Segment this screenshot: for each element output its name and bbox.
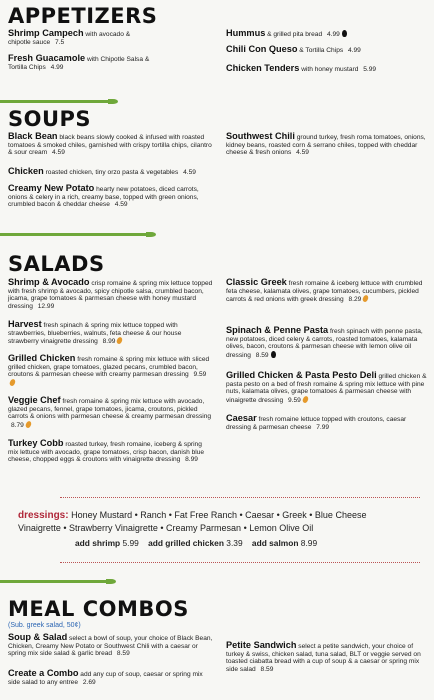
dressings-label: dressings: xyxy=(18,510,69,521)
item-desc: with Chipotle Salsa & Tortilla Chips xyxy=(8,56,150,71)
section-divider xyxy=(0,100,110,103)
item-price: 7.99 xyxy=(316,423,330,431)
menu-item xyxy=(8,168,213,177)
item-price: 8.29 xyxy=(348,296,362,304)
item-price: 4.59 xyxy=(296,149,309,157)
item-name: Grilled Chicken xyxy=(8,353,76,363)
menu-item xyxy=(8,397,213,429)
item-name: Veggie Chef xyxy=(8,395,61,405)
add-on-price: 5.99 xyxy=(122,538,139,548)
section-title-appetizers: APPETIZERS xyxy=(8,4,158,28)
dotted-divider xyxy=(60,562,420,563)
item-desc: & Tortilla Chips xyxy=(297,47,345,54)
item-desc: fresh romaine & spring mix lettuce with avocado, glazed pecans, fennel, grape tomatoes, jicama, croutons, pickled carrots & onions with parmesan cheese & creamy parmesan dressing xyxy=(8,398,212,421)
item-price: 5.99 xyxy=(363,66,377,73)
dressings-line-2: Vinaigrette • Strawberry Vinaigrette • Creamy Parmesan • Lemon Olive Oil xyxy=(18,523,314,533)
item-name: Create a Combo xyxy=(8,668,79,678)
add-on-price: 8.99 xyxy=(300,538,318,548)
menu-item xyxy=(226,65,431,74)
item-desc: fresh spinach & spring mix lettuce topped with strawberries, blueberries, walnuts, feta cheese & our house strawberry vinaigrette dressing xyxy=(8,322,182,346)
item-name: Grilled Chicken & Pasta Pesto Deli xyxy=(226,370,377,380)
leaf-icon xyxy=(9,378,16,386)
leaf-icon xyxy=(25,420,32,428)
spicy-pepper-icon xyxy=(271,351,276,358)
item-name: Southwest Chili xyxy=(226,131,295,141)
menu-item xyxy=(226,30,431,39)
item-price: 4.99 xyxy=(326,31,340,38)
menu-item xyxy=(8,185,213,209)
add-ons xyxy=(75,538,430,548)
item-price: 4.59 xyxy=(183,169,196,176)
item-price: 4.59 xyxy=(52,149,65,157)
item-name: Soup & Salad xyxy=(8,632,68,642)
leaf-icon xyxy=(302,395,309,403)
menu-item xyxy=(226,327,431,359)
menu-item xyxy=(226,372,431,404)
item-price: 4.59 xyxy=(114,201,128,209)
add-on-label: add salmon xyxy=(251,538,299,548)
item-price: 9.59 xyxy=(288,396,301,404)
item-desc: fresh romaine & spring mix lettuce with sliced grilled chicken, grape tomatoes, glazed pecans, crumbled bacon, croutons & parmesan cheese with creamy parmesan dressing xyxy=(8,356,210,379)
item-desc: fresh romaine lettuce topped with croutons, caesar dressing & parmesan cheese xyxy=(226,416,407,431)
item-desc: black beans slowly cooked & infused with roasted tomatoes & smoked chiles, garnished with crispy tortilla chips, cilantro & sour cream xyxy=(8,134,212,157)
item-name: Black Bean xyxy=(8,131,58,141)
menu-item xyxy=(226,279,431,304)
menu-item xyxy=(8,321,213,346)
item-name: Spinach & Penne Pasta xyxy=(226,325,329,335)
section-divider xyxy=(0,233,148,236)
combo-substitution-note: (Sub. greek salad, 50¢) xyxy=(8,622,81,629)
spicy-pepper-icon xyxy=(342,30,347,37)
item-desc: with honey mustard xyxy=(299,66,361,73)
item-desc: fresh spinach with penne pasta, new potatoes, diced celery & carrots, roasted tomatoes, kalamata olives, bacon, croutons & parmesan cheese with lemon olive oil dressing xyxy=(226,328,423,359)
item-name: Caesar xyxy=(226,413,257,423)
menu-item xyxy=(226,415,431,431)
item-desc: & grilled pita bread xyxy=(265,31,324,38)
item-desc: roasted chicken, tiny orzo pasta & vegetables xyxy=(43,169,181,176)
item-desc: grilled chicken & pasta pesto on a bed of fresh romaine & spring mix lettuce with pine nuts, kalamata olives, grape tomatoes & parmesan cheese with vinaigrette dressing xyxy=(226,373,427,404)
dressings-line-1: Honey Mustard • Ranch • Fat Free Ranch • Caesar • Greek • Blue Cheese xyxy=(68,510,367,520)
item-name: Chicken Tenders xyxy=(226,63,300,73)
item-price: 8.59 xyxy=(255,351,269,359)
leaf-icon xyxy=(116,336,123,344)
item-name: Chicken xyxy=(8,166,44,176)
item-name: Chili Con Queso xyxy=(226,44,298,54)
menu-item xyxy=(8,55,168,71)
item-desc: select a bowl of soup, your choice of Black Bean, Chicken, Creamy New Potato or Southwest Chili with a caesar or spring mix side salad & garlic bread xyxy=(8,635,213,658)
add-on-price: 3.39 xyxy=(226,538,243,548)
item-name: Shrimp Campech xyxy=(8,28,84,38)
item-desc: add any cup of soup, caesar or spring mix side salad to any entree xyxy=(8,671,203,686)
item-price: 4.99 xyxy=(50,63,64,71)
menu-item xyxy=(8,440,213,464)
item-price: 8.79 xyxy=(11,421,24,429)
dressings-list xyxy=(18,509,428,534)
menu-item xyxy=(8,279,213,310)
item-desc: fresh romaine & iceberg lettuce with crumbled feta cheese, kalamata olives, grape tomatoes, cucumbers, pickled carrots & red onions with greek dressing xyxy=(226,280,423,304)
item-desc: hearty new potatoes, diced carrots, onions & celery in a rich, creamy base, topped with green onions, crumbled bacon & cheddar cheese xyxy=(8,186,199,209)
item-price: 9.59 xyxy=(193,371,207,379)
item-price: 4.99 xyxy=(348,47,361,54)
menu-item xyxy=(8,670,213,686)
item-price: 12.99 xyxy=(37,302,55,310)
dotted-divider xyxy=(60,497,420,498)
item-price: 8.59 xyxy=(116,650,130,658)
section-title-soups: SOUPS xyxy=(8,107,92,131)
item-price: 8.59 xyxy=(260,665,274,673)
item-price: 8.99 xyxy=(102,338,116,346)
item-desc: with avocado & chipotle sauce xyxy=(8,31,131,46)
menu-item xyxy=(8,634,213,658)
add-on-label: add grilled chicken xyxy=(148,538,224,548)
item-name: Turkey Cobb xyxy=(8,438,64,448)
item-name: Classic Greek xyxy=(226,277,287,287)
menu-item xyxy=(8,30,143,46)
item-name: Creamy New Potato xyxy=(8,183,95,193)
section-title-meal-combos: MEAL COMBOS xyxy=(8,597,189,621)
item-name: Harvest xyxy=(8,319,42,329)
leaf-icon xyxy=(362,294,369,302)
section-divider xyxy=(0,580,108,583)
item-desc: roasted turkey, fresh romaine, iceberg & spring mix lettuce with avocado, grape tomatoes, crisp bacon, danish blue cheese, chopped eggs & croutons with vinaigrette dressing xyxy=(8,441,205,464)
section-title-salads: SALADS xyxy=(8,252,105,276)
item-price: 7.5 xyxy=(55,38,65,46)
item-desc: ground turkey, fresh roma tomatoes, onions, kidney beans, roasted corn & serrano chiles, topped with cheddar cheese & fresh onions xyxy=(226,134,426,157)
add-on-label: add shrimp xyxy=(75,538,121,548)
menu-item xyxy=(8,355,213,387)
menu-item xyxy=(8,133,213,157)
item-name: Shrimp & Avocado xyxy=(8,277,90,287)
menu-item xyxy=(226,46,431,55)
item-name: Hummus xyxy=(226,28,266,38)
item-price: 8.99 xyxy=(185,456,198,464)
menu-item xyxy=(226,642,431,673)
item-name: Petite Sandwich xyxy=(226,640,297,650)
item-desc: select a petite sandwich, your choice of turkey & swiss, chicken salad, tuna salad, BLT or veggie served on toasted ciabatta bread with a cup of soup & a caesar or spring mix side salad xyxy=(226,643,421,673)
item-desc: crisp romaine & spring mix lettuce topped with fresh shrimp & avocado, spicy chipotle salsa, crumbled bacon, jicama, grape tomatoes & parmesan cheese with honey mustard dressing xyxy=(8,280,213,310)
item-name: Fresh Guacamole xyxy=(8,53,86,63)
menu-item xyxy=(226,133,431,157)
item-price: 2.69 xyxy=(82,678,96,686)
